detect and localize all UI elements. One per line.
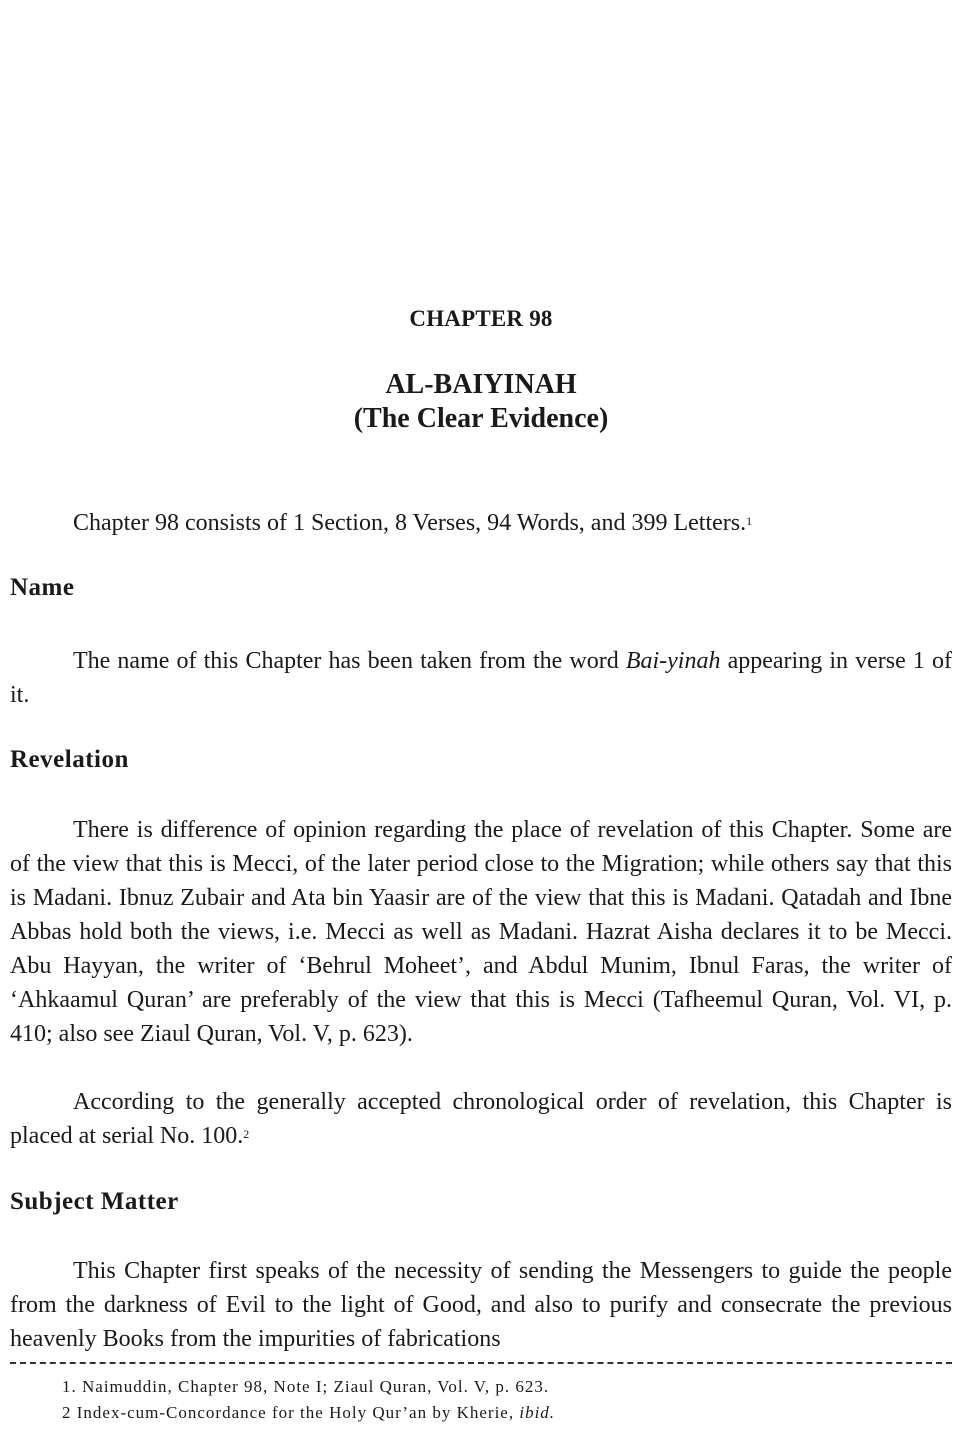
intro-paragraph bbox=[10, 506, 952, 540]
footnote-ref-1: 1 bbox=[746, 514, 753, 528]
chapter-label: CHAPTER 98 bbox=[409, 306, 553, 331]
document-page bbox=[10, 0, 952, 1430]
revelation-paragraph-2-text: According to the generally accepted chronological order of revelation, this Chapter is placed at serial No. 100. bbox=[10, 1089, 952, 1149]
footnote-2-text: 2 Index-cum-Concordance for the Holy Qur’an by Kherie, bbox=[62, 1403, 520, 1422]
subject-matter-heading: Subject Matter bbox=[10, 1188, 179, 1215]
footnote-2 bbox=[62, 1403, 555, 1423]
revelation-paragraph-1: There is difference of opinion regarding the place of revelation of this Chapter. Some are of the view that this is Mecci, of the later period close to the Migration; while others say that this is Madani. Ibnuz Zubair and Ata bin Yaasir are of the view that this is Madani. Qatadah and Ibne Abbas hold both the views, i.e. Mecci as well as Madani. Hazrat Aisha declares it to be Mecci. Abu Hayyan, the writer of ‘Behrul Moheet’, and Abdul Munim, Ibnul Faras, the writer of ‘Ahkaamul Quran’ are preferably of the view that this is Mecci (Tafheemul Quran, Vol. VI, p. 410; also see Ziaul Quran, Vol. V, p. 623). bbox=[10, 817, 952, 1047]
intro-text: Chapter 98 consists of 1 Section, 8 Verses, 94 Words, and 399 Letters. bbox=[73, 510, 747, 536]
subject-matter-paragraph: This Chapter first speaks of the necessity of sending the Messengers to guide the people from the darkness of Evil to the light of Good, and also to purify and consecrate the previous heavenly Books from the impurities of fabrications bbox=[10, 1258, 952, 1352]
name-text-after: appearing in verse 1 of it. bbox=[10, 648, 952, 708]
name-italic-word: Bai-yinah bbox=[625, 648, 721, 674]
revelation-heading: Revelation bbox=[10, 746, 129, 773]
name-heading: Name bbox=[10, 574, 75, 601]
revelation-paragraph-2 bbox=[10, 1085, 952, 1153]
chapter-title: AL-BAIYINAH bbox=[385, 369, 577, 400]
footnote-1: 1. Naimuddin, Chapter 98, Note I; Ziaul Quran, Vol. V, p. 623. bbox=[62, 1377, 550, 1396]
chapter-subtitle: (The Clear Evidence) bbox=[353, 403, 609, 434]
name-text-before: The name of this Chapter has been taken from the word bbox=[73, 648, 626, 674]
footnote-divider bbox=[10, 1362, 952, 1364]
chapter-title-block bbox=[10, 368, 952, 436]
name-paragraph bbox=[10, 644, 952, 712]
footnote-2-italic: ibid. bbox=[519, 1403, 556, 1422]
footnote-ref-2: 2 bbox=[243, 1127, 250, 1141]
